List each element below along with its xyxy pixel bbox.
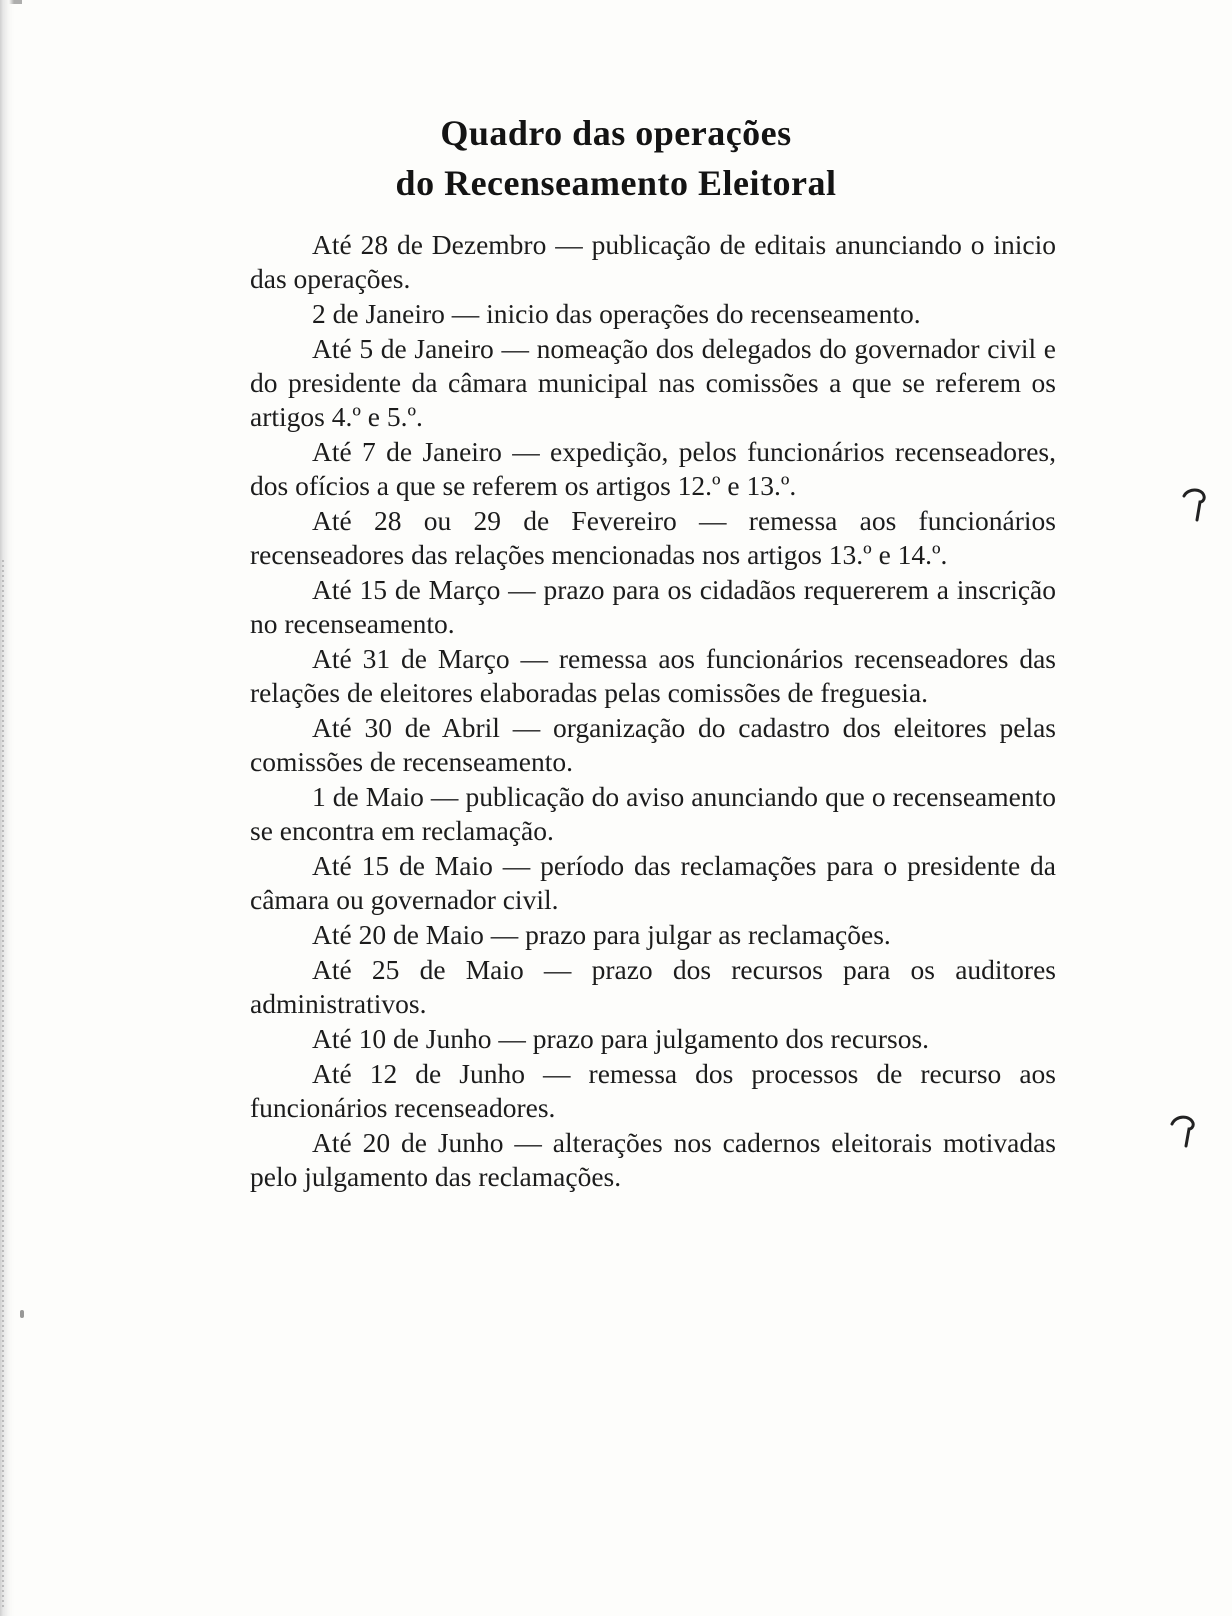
schedule-entry: Até 20 de Maio — prazo para julgar as reclamações.: [312, 919, 891, 950]
schedule-entry: Até 15 de Maio — período das reclamações para o presidente da câmara ou governador civil.: [250, 850, 1056, 915]
binding-hole-mark-icon: [1180, 486, 1210, 522]
schedule-list: [250, 228, 1056, 1195]
title-line-2: do Recenseamento Eleitoral: [395, 163, 837, 203]
schedule-entry: 2 de Janeiro — inicio das operações do recenseamento.: [312, 298, 921, 329]
binding-hole-mark-icon: [1168, 1112, 1198, 1148]
title-line-1: Quadro das operações: [440, 113, 792, 153]
schedule-entry: Até 10 de Junho — prazo para julgamento dos recursos.: [312, 1023, 930, 1054]
schedule-entry: Até 25 de Maio — prazo dos recursos para os auditores administrativos.: [250, 954, 1056, 1019]
schedule-entry: Até 28 ou 29 de Fevereiro — remessa aos funcionários recenseadores das relações mencionadas nos artigos 13.º e 14.º.: [250, 505, 1056, 570]
schedule-entry: Até 7 de Janeiro — expedição, pelos funcionários recenseadores, dos ofícios a que se referem os artigos 12.º e 13.º.: [250, 436, 1056, 501]
page-title: [0, 108, 1232, 208]
schedule-entry: Até 15 de Março — prazo para os cidadãos requererem a inscrição no recenseamento.: [250, 574, 1056, 639]
schedule-entry: Até 20 de Junho — alterações nos cadernos eleitorais motivadas pelo julgamento das reclamações.: [250, 1127, 1056, 1192]
scan-speck-side: [20, 1310, 24, 1318]
schedule-entry: Até 5 de Janeiro — nomeação dos delegados do governador civil e do presidente da câmara municipal nas comissões a que se referem os artigos 4.º e 5.º.: [250, 333, 1056, 432]
schedule-entry: 1 de Maio — publicação do aviso anunciando que o recenseamento se encontra em reclamação.: [250, 781, 1056, 846]
schedule-entry: Até 28 de Dezembro — publicação de editais anunciando o inicio das operações.: [250, 229, 1056, 294]
binding-edge-marks: [2, 560, 4, 1610]
schedule-entry: Até 30 de Abril — organização do cadastro dos eleitores pelas comissões de recenseamento.: [250, 712, 1056, 777]
schedule-entry: Até 31 de Março — remessa aos funcionários recenseadores das relações de eleitores elaboradas pelas comissões de freguesia.: [250, 643, 1056, 708]
schedule-entry: Até 12 de Junho — remessa dos processos de recurso aos funcionários recenseadores.: [250, 1058, 1056, 1123]
